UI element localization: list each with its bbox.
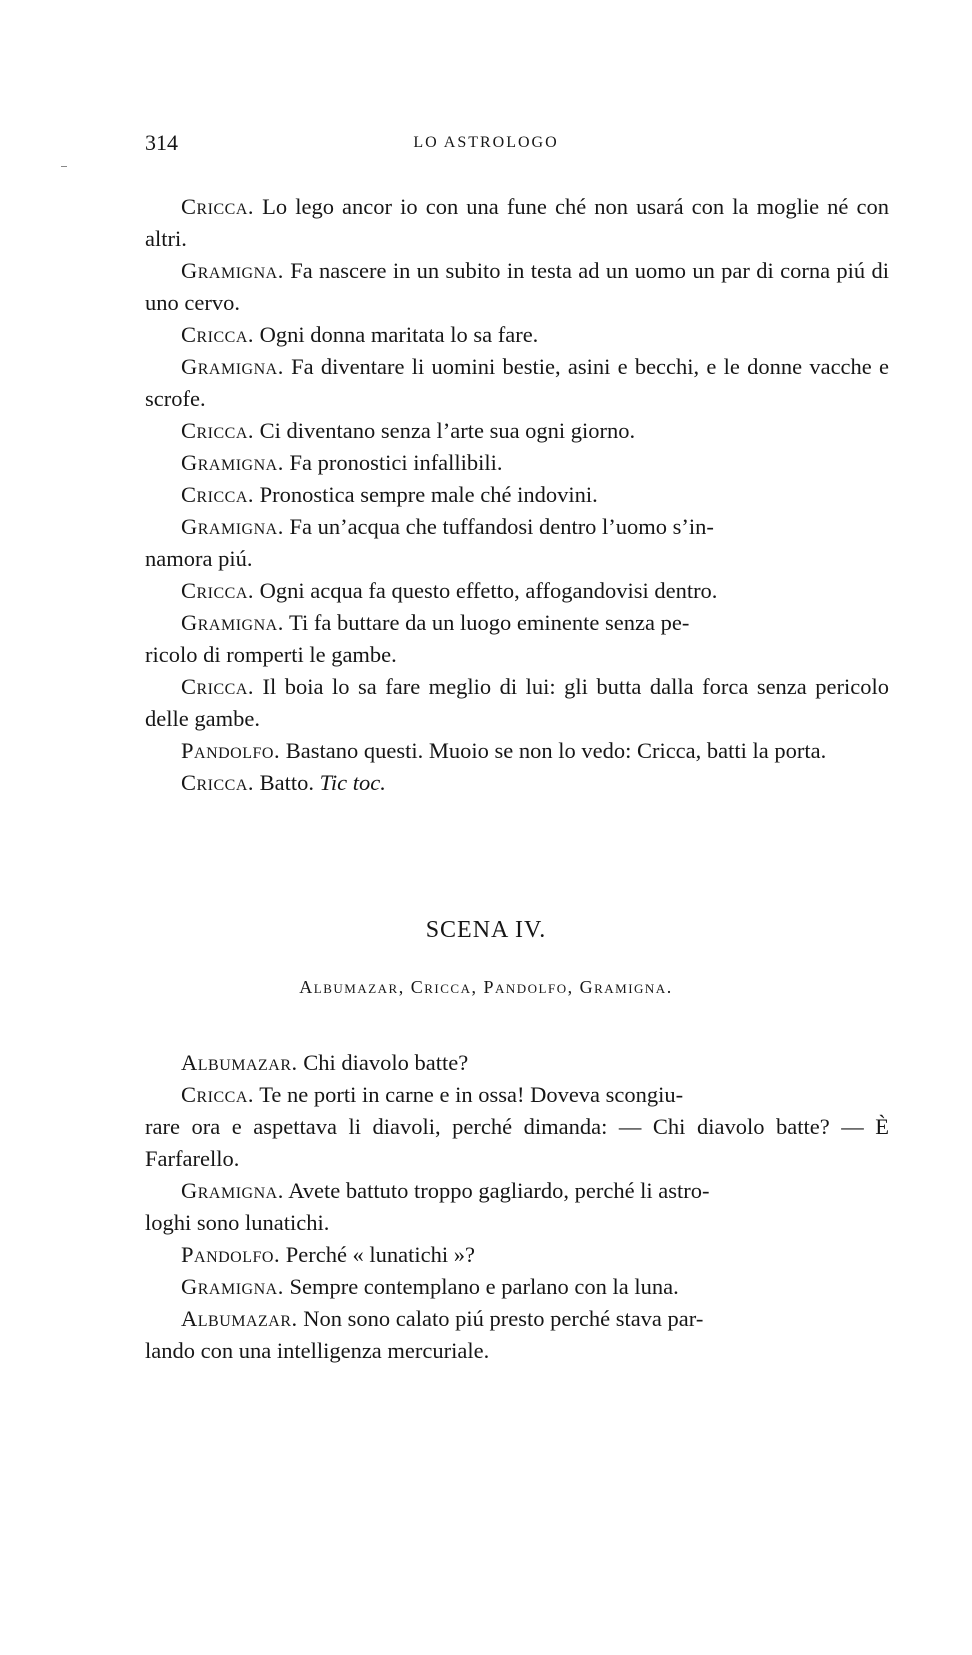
speaker-name: Albumazar.: [181, 1050, 298, 1075]
speaker-name: Cricca.: [181, 194, 255, 219]
speech-line: [145, 511, 889, 575]
speaker-name: Pandolfo.: [181, 738, 281, 763]
speaker-name: Cricca.: [181, 418, 255, 443]
running-title: LO ASTROLOGO: [413, 134, 559, 151]
speech-line: [145, 767, 889, 799]
speech-text: Il boia lo sa fare meglio di lui: gli butta dalla forca senza pericolo delle gambe.: [145, 674, 889, 731]
page-number: 314: [145, 130, 178, 155]
speaker-name: Gramigna.: [181, 354, 284, 379]
speech-line: [145, 607, 889, 671]
speech-line: [145, 1303, 889, 1367]
speech-line: [145, 1175, 889, 1239]
speech-line: [145, 575, 889, 607]
speaker-name: Gramigna.: [181, 1274, 284, 1299]
speech-text: Fa nascere in un subito in testa ad un uomo un par di corna piú di uno cervo.: [145, 258, 890, 315]
stage-sound: Tic toc.: [319, 770, 386, 795]
speaker-name: Gramigna.: [181, 514, 284, 539]
speaker-name: Cricca.: [181, 482, 255, 507]
speaker-name: Cricca.: [181, 322, 255, 347]
running-head: [0, 130, 972, 160]
speech-text: Fa diventare li uomini bestie, asini e becchi, e le donne vacche e scrofe.: [145, 354, 890, 411]
speech-text: Fa un’acqua che tuffandosi dentro l’uomo s’in- namora piú.: [145, 514, 714, 571]
scene-cast: Albumazar, Cricca, Pandolfo, Gramigna.: [299, 977, 673, 997]
dialogue-block-1: [145, 191, 889, 799]
speech-text: Bastano questi. Muoio se non lo vedo: Cricca, batti la porta.: [285, 738, 827, 763]
speech-text: Ti fa buttare da un luogo eminente senza pe- ricolo di romperti le gambe.: [145, 610, 690, 667]
speech-line: [145, 255, 889, 319]
speech-text: Perché « lunatichi »?: [285, 1242, 476, 1267]
speech-text: Pronostica sempre male ché indovini.: [259, 482, 598, 507]
speaker-name: Gramigna.: [181, 450, 284, 475]
speaker-name: Pandolfo.: [181, 1242, 281, 1267]
speech-text: Batto.: [259, 770, 315, 795]
speech-text: Sempre contemplano e parlano con la luna.: [289, 1274, 679, 1299]
speech-text: Te ne porti in carne e in ossa! Doveva scongiu- rare ora e aspettava li diavoli, perché dimanda: — Chi diavolo batte? — È Farfarello.: [145, 1082, 889, 1171]
speech-line: [145, 351, 889, 415]
speech-line: [145, 447, 889, 479]
speech-line: [145, 479, 889, 511]
speech-text: Lo lego ancor io con una fune ché non usará con la moglie né con altri.: [145, 194, 890, 251]
speech-line: [145, 415, 889, 447]
speech-text: Ogni donna maritata lo sa fare.: [259, 322, 539, 347]
speech-line: [145, 1271, 889, 1303]
speech-text: Ci diventano senza l’arte sua ogni giorno.: [259, 418, 636, 443]
speaker-name: Cricca.: [181, 674, 255, 699]
speaker-name: Gramigna.: [181, 258, 284, 283]
speech-line: [145, 191, 889, 255]
speech-line: [145, 1047, 889, 1079]
speech-line: [145, 319, 889, 351]
speech-line: [145, 671, 889, 735]
speaker-name: Cricca.: [181, 770, 255, 795]
scene-heading: SCENA IV.: [425, 917, 547, 943]
speaker-name: Gramigna.: [181, 610, 284, 635]
speech-line: [145, 1239, 889, 1271]
speech-text: Fa pronostici infallibili.: [289, 450, 503, 475]
margin-mark: [61, 166, 67, 167]
speech-line: [145, 735, 889, 767]
speaker-name: Gramigna.: [181, 1178, 284, 1203]
speaker-name: Cricca.: [181, 1082, 255, 1107]
speaker-name: Albumazar.: [181, 1306, 298, 1331]
speaker-name: Cricca.: [181, 578, 255, 603]
speech-line: [145, 1079, 889, 1175]
speech-text: Ogni acqua fa questo effetto, affogandovisi dentro.: [259, 578, 718, 603]
speech-text: Avete battuto troppo gagliardo, perché li astro- loghi sono lunatichi.: [145, 1178, 710, 1235]
dialogue-block-2: [145, 1047, 889, 1367]
speech-text: Non sono calato piú presto perché stava par- lando con una intelligenza mercuriale.: [145, 1306, 704, 1363]
speech-text: Chi diavolo batte?: [303, 1050, 469, 1075]
